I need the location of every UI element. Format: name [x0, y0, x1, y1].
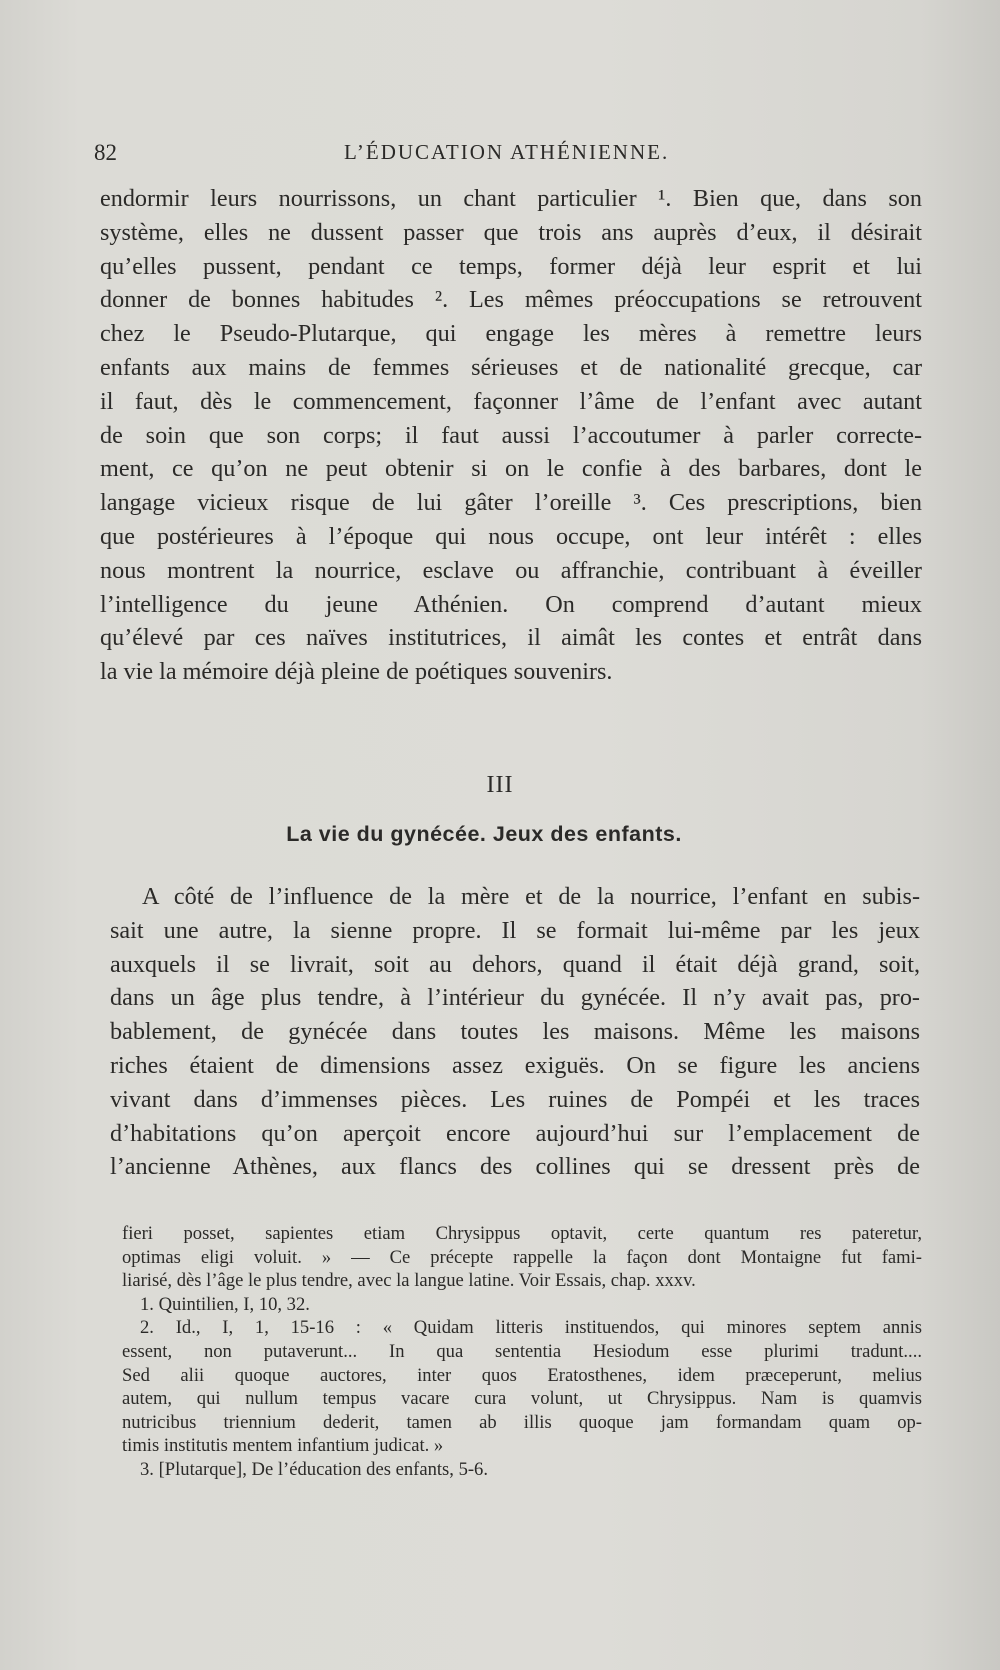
- text-line: riches étaient de dimensions assez exiguës. On se figure les anciens: [110, 1051, 920, 1079]
- footnote-line: Sed alii quoque auctores, inter quos Eratosthenes, idem præceperunt, melius: [122, 1364, 922, 1386]
- text-line: nous montrent la nourrice, esclave ou affranchie, contribuant à éveiller: [100, 556, 922, 584]
- footnote-3: 3. [Plutarque], De l’éducation des enfants, 5-6.: [140, 1458, 489, 1480]
- footnote-1: 1. Quintilien, I, 10, 32.: [140, 1293, 310, 1315]
- running-title: L’ÉDUCATION ATHÉNIENNE.: [344, 140, 670, 164]
- text-line: l’ancienne Athènes, aux flancs des collines qui se dressent près de: [110, 1153, 920, 1181]
- text-line: système, elles ne dussent passer que trois ans auprès d’eux, il désirait: [100, 218, 922, 246]
- text-line: de soin que son corps; il faut aussi l’accoutumer à parler correcte-: [100, 421, 922, 449]
- text-line: dans un âge plus tendre, à l’intérieur du gynécée. Il n’y avait pas, pro-: [110, 984, 920, 1012]
- footnote-line: optimas eligi voluit. » — Ce précepte rappelle la façon dont Montaigne fut fami-: [122, 1246, 922, 1268]
- footnote-line: liarisé, dès l’âge le plus tendre, avec la langue latine. Voir Essais, chap. xxxv.: [122, 1270, 696, 1292]
- section-title: La vie du gynécée. Jeux des enfants.: [286, 822, 682, 846]
- section-number: III: [486, 772, 514, 798]
- paragraph-1: [100, 182, 922, 689]
- text-line: endormir leurs nourrissons, un chant particulier ¹. Bien que, dans son: [100, 185, 922, 212]
- text-line: chez le Pseudo-Plutarque, qui engage les mères à remettre leurs: [100, 320, 922, 348]
- text-line: vivant dans d’immenses pièces. Les ruines de Pompéi et les traces: [110, 1085, 920, 1113]
- paragraph-2: [110, 880, 920, 1184]
- text-line: A côté de l’influence de la mère et de la nourrice, l’enfant en subis-: [142, 883, 920, 910]
- page-number: 82: [94, 140, 117, 165]
- footnote-line: essent, non putaverunt... In qua sententia Hesiodum esse plurimi tradunt....: [122, 1340, 922, 1362]
- text-line: donner de bonnes habitudes ². Les mêmes préoccupations se retrouvent: [100, 286, 922, 314]
- text-line: la vie la mémoire déjà pleine de poétiques souvenirs.: [100, 658, 613, 686]
- footnote-2-line: 2. Id., I, 1, 15-16 : « Quidam litteris instituendos, qui minores septem annis: [140, 1317, 922, 1339]
- footnotes: [122, 1222, 922, 1482]
- text-line: sait une autre, la sienne propre. Il se formait lui-même par les jeux: [110, 916, 920, 944]
- paragraph-2-text: [110, 880, 920, 1184]
- footnote-line: autem, qui nullum tempus vacare cura volunt, ut Chrysippus. Nam is quamvis: [122, 1388, 922, 1410]
- text-line: qu’elles pussent, pendant ce temps, former déjà leur esprit et lui: [100, 252, 922, 280]
- text-line: enfants aux mains de femmes sérieuses et de nationalité grecque, car: [100, 353, 922, 381]
- text-line: que postérieures à l’époque qui nous occupe, ont leur intérêt : elles: [100, 522, 922, 550]
- text-line: d’habitations qu’on aperçoit encore aujourd’hui sur l’emplacement de: [110, 1119, 920, 1147]
- text-line: il faut, dès le commencement, façonner l’âme de l’enfant avec autant: [100, 387, 922, 415]
- footnote-line: timis institutis mentem infantium judicat. »: [122, 1435, 444, 1457]
- footnote-line: fieri posset, sapientes etiam Chrysippus optavit, certe quantum res pateretur,: [122, 1223, 922, 1244]
- text-line: ment, ce qu’on ne peut obtenir si on le confie à des barbares, dont le: [100, 455, 922, 483]
- text-line: bablement, de gynécée dans toutes les maisons. Même les maisons: [110, 1018, 920, 1046]
- text-line: langage vicieux risque de lui gâter l’oreille ³. Ces prescriptions, bien: [100, 489, 922, 517]
- text-line: l’intelligence du jeune Athénien. On comprend d’autant mieux: [100, 590, 922, 618]
- page-header: [94, 140, 924, 174]
- text-line: qu’élevé par ces naïves institutrices, il aimât les contes et entrât dans: [100, 624, 922, 652]
- text-line: auxquels il se livrait, soit au dehors, quand il était déjà grand, soit,: [110, 950, 920, 978]
- paragraph-1-text: [100, 182, 922, 689]
- footnote-line: nutricibus triennium dederit, tamen ab illis quoque jam formandam quam op-: [122, 1411, 922, 1433]
